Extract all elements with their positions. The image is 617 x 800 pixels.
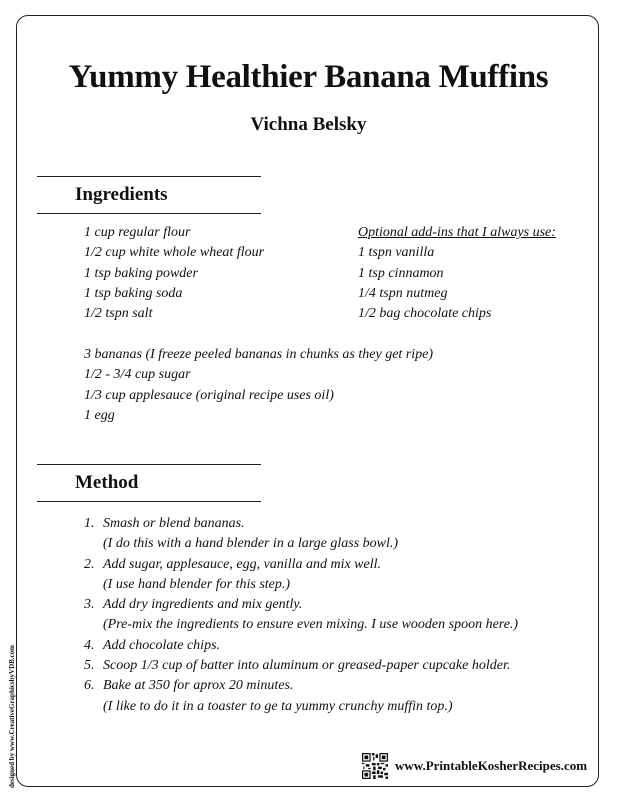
step-number: 4.	[84, 637, 95, 653]
ingredients-rule-bottom	[37, 213, 261, 214]
step-number: 1.	[84, 516, 95, 531]
step-text: Add dry ingredients and mix gently.	[103, 597, 303, 613]
optional-item: 1/2 bag chocolate chips	[358, 306, 492, 322]
ingredients-rule-top	[37, 176, 261, 177]
step-text: Add chocolate chips.	[103, 637, 221, 653]
optional-addins-heading: Optional add-ins that I always use:	[358, 225, 556, 240]
ingredient-item: 1/2 tspn salt	[84, 306, 153, 322]
ingredients-heading: Ingredients	[75, 184, 168, 205]
ingredient-item: 1 tsp baking soda	[84, 285, 183, 301]
step-note: (I use hand blender for this step.)	[103, 576, 291, 592]
dry-ingredients-list	[84, 223, 264, 324]
ingredient-item: 1 cup regular flour	[84, 225, 191, 240]
step-note: (I do this with a hand blender in a large glass bowl.)	[103, 536, 399, 552]
ingredient-item: 1/3 cup applesauce (original recipe uses oil)	[84, 387, 334, 403]
step-text: Add sugar, applesauce, egg, vanilla and mix well.	[103, 556, 382, 572]
designer-credit: designed by www.CreativeGraphicsbyVDB.com	[8, 645, 16, 788]
ingredient-item: 1 egg	[84, 407, 115, 423]
method-step	[84, 656, 518, 676]
method-step	[84, 676, 518, 717]
method-rule-top	[37, 464, 261, 465]
ingredient-item: 3 bananas (I freeze peeled bananas in chunks as they get ripe)	[84, 347, 434, 362]
step-note: (Pre-mix the ingredients to ensure even mixing. I use wooden spoon here.)	[103, 617, 519, 633]
method-step	[84, 555, 518, 596]
method-heading: Method	[75, 472, 139, 493]
ingredient-item: 1 tsp baking powder	[84, 265, 198, 281]
step-number: 5.	[84, 658, 95, 674]
ingredient-item: 1/2 - 3/4 cup sugar	[84, 367, 191, 383]
website-link[interactable]: www.PrintableKosherRecipes.com	[395, 758, 588, 773]
optional-item: 1 tspn vanilla	[358, 245, 435, 261]
footer	[362, 752, 587, 780]
method-steps	[84, 514, 518, 717]
step-text: Scoop 1/3 cup of batter into aluminum or greased-paper cupcake holder.	[103, 658, 511, 674]
recipe-title: Yummy Healthier Banana Muffins	[68, 59, 549, 95]
wet-ingredients-list	[84, 345, 433, 426]
optional-item: 1 tsp cinnamon	[358, 265, 444, 281]
step-number: 3.	[84, 597, 95, 613]
qr-code-icon	[362, 753, 388, 779]
optional-addins-list	[358, 223, 556, 324]
step-text: Bake at 350 for aprox 20 minutes.	[103, 678, 294, 694]
recipe-author: Vichna Belsky	[250, 114, 367, 135]
method-step	[84, 595, 518, 636]
step-text: Smash or blend bananas.	[103, 516, 245, 531]
method-step	[84, 636, 518, 656]
ingredient-item: 1/2 cup white whole wheat flour	[84, 245, 265, 261]
optional-item: 1/4 tspn nutmeg	[358, 285, 448, 301]
step-note: (I like to do it in a toaster to ge ta yummy crunchy muffin top.)	[103, 698, 453, 714]
step-number: 2.	[84, 556, 95, 572]
step-number: 6.	[84, 678, 95, 694]
method-step	[84, 514, 518, 555]
method-rule-bottom	[37, 501, 261, 502]
